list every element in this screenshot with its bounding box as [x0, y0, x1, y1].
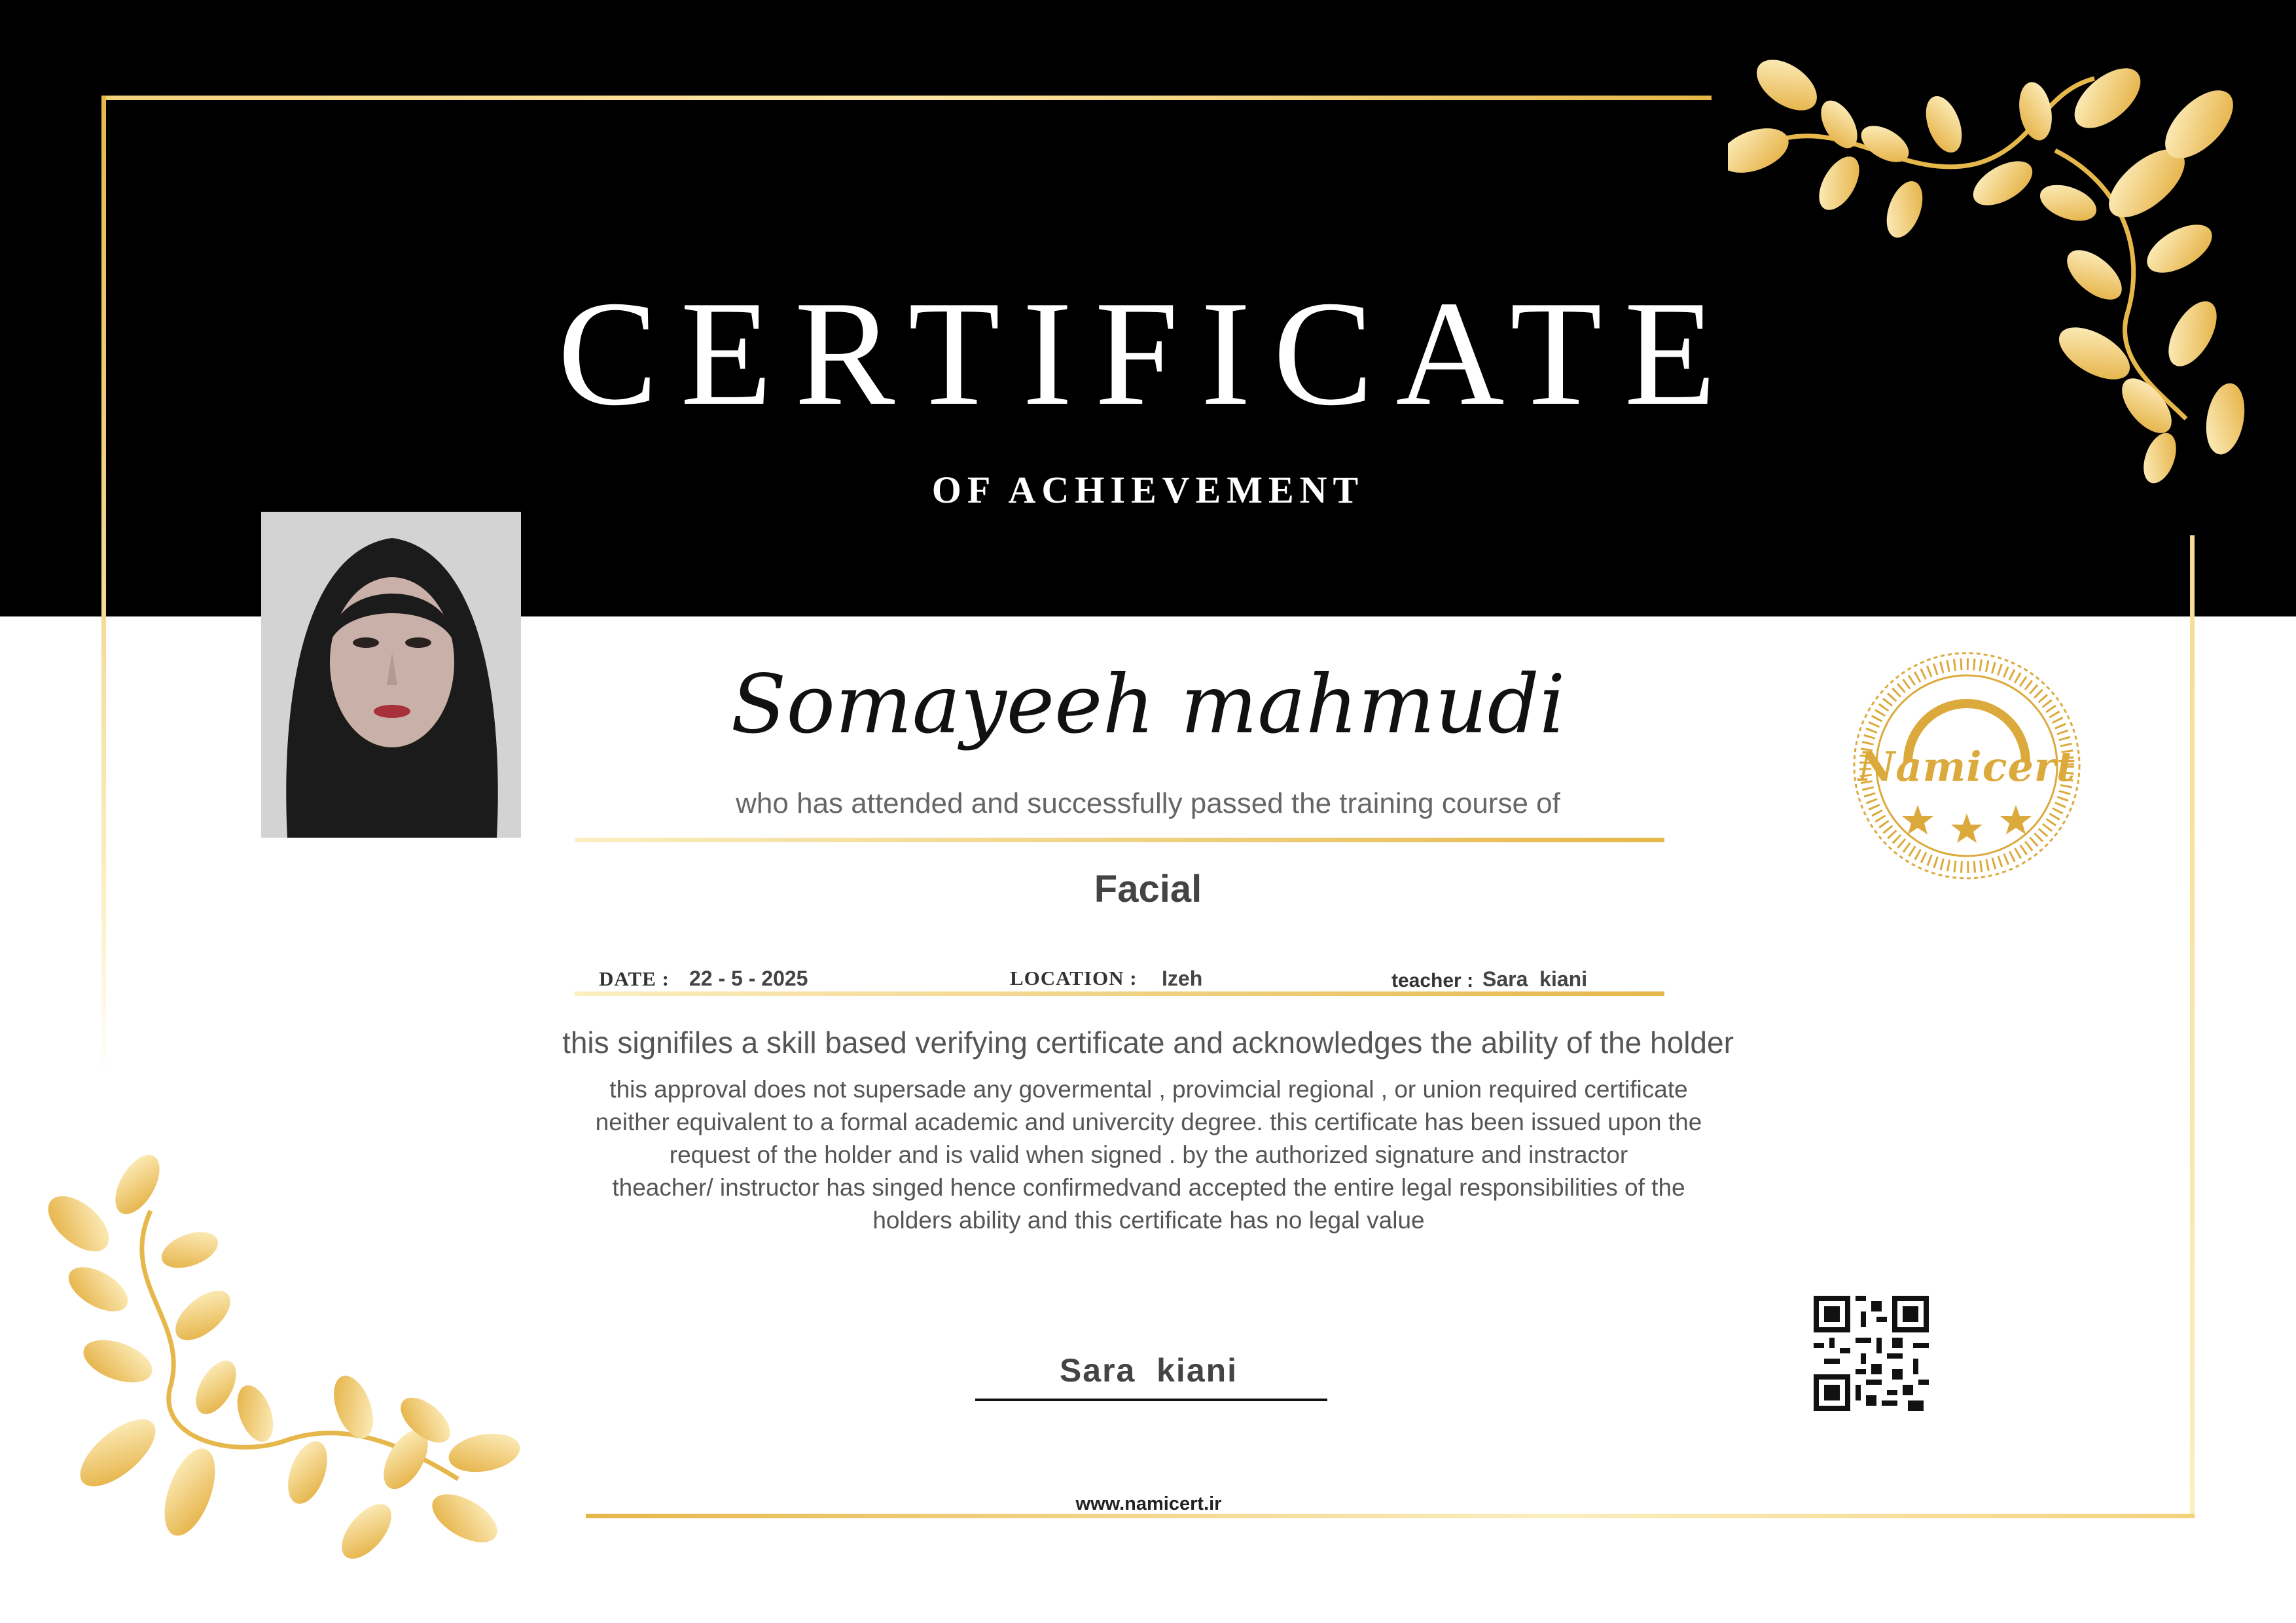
frame-left-line	[101, 96, 106, 1077]
intro-text: who has attended and successfully passed the training course of	[736, 787, 1560, 819]
disclaimer-line: this approval does not supersade any govermental , provimcial regional , or union required certificate	[609, 1076, 1688, 1103]
laurel-branch-icon	[39, 1152, 563, 1577]
frame-top-line	[101, 96, 1712, 100]
teacher-label: teacher :	[1391, 970, 1474, 991]
recipient-name: Somayeeh mahmudi	[730, 658, 1566, 752]
certificate-title: CERTIFICATE	[557, 270, 1739, 437]
qr-code-icon	[1814, 1296, 1929, 1411]
disclaimer-line: request of the holder and is valid when signed . by the authorized signature and instractor	[669, 1141, 1628, 1168]
website-link[interactable]: www.namicert.ir	[1075, 1493, 1222, 1514]
location-label: LOCATION :	[1010, 967, 1138, 990]
disclaimer-line: holders ability and this certificate has no legal value	[872, 1207, 1425, 1234]
date-label: DATE :	[599, 967, 670, 990]
signature-line	[975, 1399, 1327, 1401]
signature-name: Sara kiani	[1059, 1352, 1238, 1389]
signifies-text: this signifiles a skill based verifying certificate and acknowledges the ability of the holder	[562, 1026, 1734, 1060]
certificate-subtitle: OF ACHIEVEMENT	[931, 469, 1365, 511]
location-value: Izeh	[1162, 967, 1203, 990]
teacher-value: Sara kiani	[1482, 967, 1588, 991]
star-icon	[1902, 805, 2032, 843]
disclaimer-text	[537, 1073, 1761, 1237]
meta-divider-line	[575, 991, 1664, 996]
date-value: 22 - 5 - 2025	[689, 967, 808, 990]
divider-line	[575, 838, 1664, 842]
disclaimer-line: theacher/ instructor has singed hence confirmedvand accepted the entire legal responsibilities of the	[612, 1174, 1685, 1201]
frame-bottom-line	[586, 1514, 2195, 1518]
seal-text: Namicert	[1857, 743, 2076, 791]
disclaimer-line: neither equivalent to a formal academic and univercity degree. this certificate has been issued upon the	[595, 1109, 1702, 1135]
course-name: Facial	[1094, 868, 1202, 910]
